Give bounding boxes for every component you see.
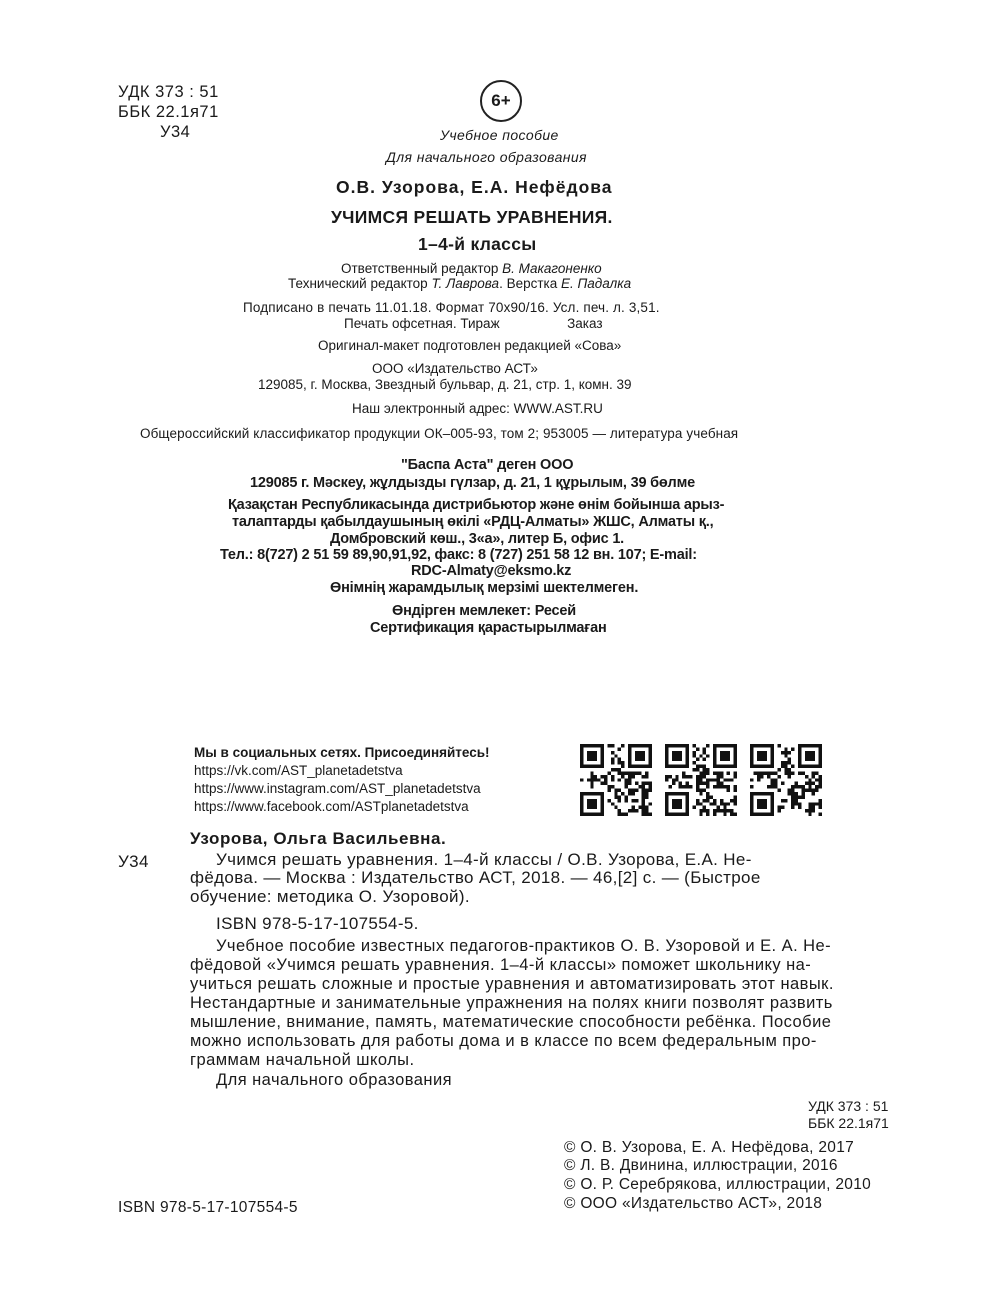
annotation-line-7: граммам начальной школы. [190, 1051, 415, 1069]
kz-phone: Тел.: 8(727) 2 51 59 89,90,91,92, факс: 8 (727) 251 58 12 вн. 107; E-mail: [220, 547, 697, 563]
catalog-desc-3: обучение: методика О. Узоровой). [190, 887, 470, 906]
social-link-instagram[interactable]: https://www.instagram.com/AST_planetadetstva [194, 781, 481, 796]
copyright-illustrations-2: © О. Р. Серебрякова, иллюстрации, 2010 [564, 1176, 872, 1193]
kz-certification: Сертификация қарастырылмаған [370, 620, 607, 636]
age-rating-badge: 6+ [480, 80, 522, 122]
authors: О.В. Узорова, Е.А. Нефёдова [336, 177, 613, 197]
publisher-address: 129085, г. Москва, Звездный бульвар, д. 21, стр. 1, комн. 39 [258, 377, 632, 392]
grades: 1–4-й классы [418, 234, 537, 254]
social-block [194, 744, 490, 816]
catalog-author: Узорова, Ольга Васильевна. [190, 829, 447, 848]
catalog-isbn: ISBN 978-5-17-107554-5. [216, 914, 419, 933]
catalog-udk: УДК 373 : 51 [808, 1098, 889, 1114]
isbn-bottom: ISBN 978-5-17-107554-5 [118, 1199, 298, 1216]
responsible-editor: Ответственный редактор В. Макагоненко [341, 261, 602, 276]
kz-distributor-2: талаптарды қабылдаушының өкілі «РДЦ-Алматы» ЖШС, Алматы қ., [232, 514, 714, 530]
kz-publisher: "Баспа Аста" деген ООО [401, 457, 574, 473]
annotation-line-1: Учебное пособие известных педагогов-практиков О. В. Узоровой и Е. А. Не- [216, 937, 832, 955]
catalog-bbk: ББК 22.1я71 [808, 1115, 889, 1131]
kz-shelf-life: Өнімнің жарамдылық мерзімі шектелмеген. [330, 580, 639, 596]
kz-country: Өндірген мемлекет: Ресей [392, 603, 576, 619]
annotation-line-6: можно использовать для работы дома и в классе по всем федеральным про- [190, 1032, 817, 1050]
social-heading: Мы в социальных сетях. Присоединяйтесь! [194, 745, 490, 760]
technical-editor: Технический редактор Т. Лаврова. Верстка Е. Падалка [288, 276, 632, 291]
qr-code-vk [580, 744, 652, 816]
kz-email: RDC-Almaty@eksmo.kz [411, 563, 572, 579]
social-link-vk[interactable]: https://vk.com/AST_planetadetstva [194, 763, 403, 778]
annotation-line-3: учиться решать сложные и простые уравнения и автоматизировать этот навык. [190, 975, 834, 993]
kz-address: 129085 г. Мәскеу, жұлдызды гүлзар, д. 21, 1 құрылым, 39 бөлме [250, 475, 695, 491]
publisher-name: ООО «Издательство АСТ» [372, 361, 538, 376]
book-title: УЧИМСЯ РЕШАТЬ УРАВНЕНИЯ. [331, 207, 613, 227]
annotation-audience: Для начального образования [216, 1071, 453, 1089]
kz-distributor-1: Қазақстан Республикасында дистрибьютор және өнім бойынша арыз- [228, 497, 725, 513]
original-layout: Оригинал-макет подготовлен редакцией «Сова» [318, 338, 622, 353]
print-type: Печать офсетная. Тираж Заказ [344, 316, 603, 331]
author-mark: У34 [160, 123, 191, 141]
qr-code-instagram [665, 744, 737, 816]
social-link-facebook[interactable]: https://www.facebook.com/ASTplanetadetstva [194, 799, 469, 814]
print-signed: Подписано в печать 11.01.18. Формат 70х90/16. Усл. печ. л. 3,51. [243, 300, 660, 315]
book-type: Учебное пособие [440, 127, 559, 143]
copyright-publisher: © ООО «Издательство АСТ», 2018 [564, 1195, 823, 1212]
copyright-authors: © О. В. Узорова, Е. А. Нефёдова, 2017 [564, 1139, 855, 1156]
annotation-line-2: фёдовой «Учимся решать уравнения. 1–4-й классы» поможет школьнику на- [190, 956, 812, 974]
catalog-code: У34 [118, 852, 149, 871]
bbk-code: ББК 22.1я71 [118, 103, 219, 121]
classifier: Общероссийский классификатор продукции ОК–005-93, том 2; 953005 — литература учебная [140, 426, 739, 441]
publisher-web: Наш электронный адрес: WWW.AST.RU [352, 401, 603, 416]
udk-code: УДК 373 : 51 [118, 83, 219, 101]
book-audience: Для начального образования [386, 149, 587, 165]
qr-code-facebook [750, 744, 822, 816]
catalog-desc-2: фёдова. — Москва : Издательство АСТ, 2018. — 46,[2] с. — (Быстрое [190, 868, 761, 887]
classification-block [118, 82, 219, 142]
annotation-line-4: Нестандартные и занимательные упражнения на полях книги позволят развить [190, 994, 833, 1012]
annotation-line-5: мышление, внимание, память, математические способности ребёнка. Пособие [190, 1013, 832, 1031]
catalog-desc-1: Учимся решать уравнения. 1–4-й классы / О.В. Узорова, Е.А. Не- [216, 850, 752, 869]
copyright-illustrations-1: © Л. В. Двинина, иллюстрации, 2016 [564, 1157, 838, 1174]
kz-distributor-3: Домбровский көш., 3«а», литер Б, офис 1. [330, 531, 625, 547]
